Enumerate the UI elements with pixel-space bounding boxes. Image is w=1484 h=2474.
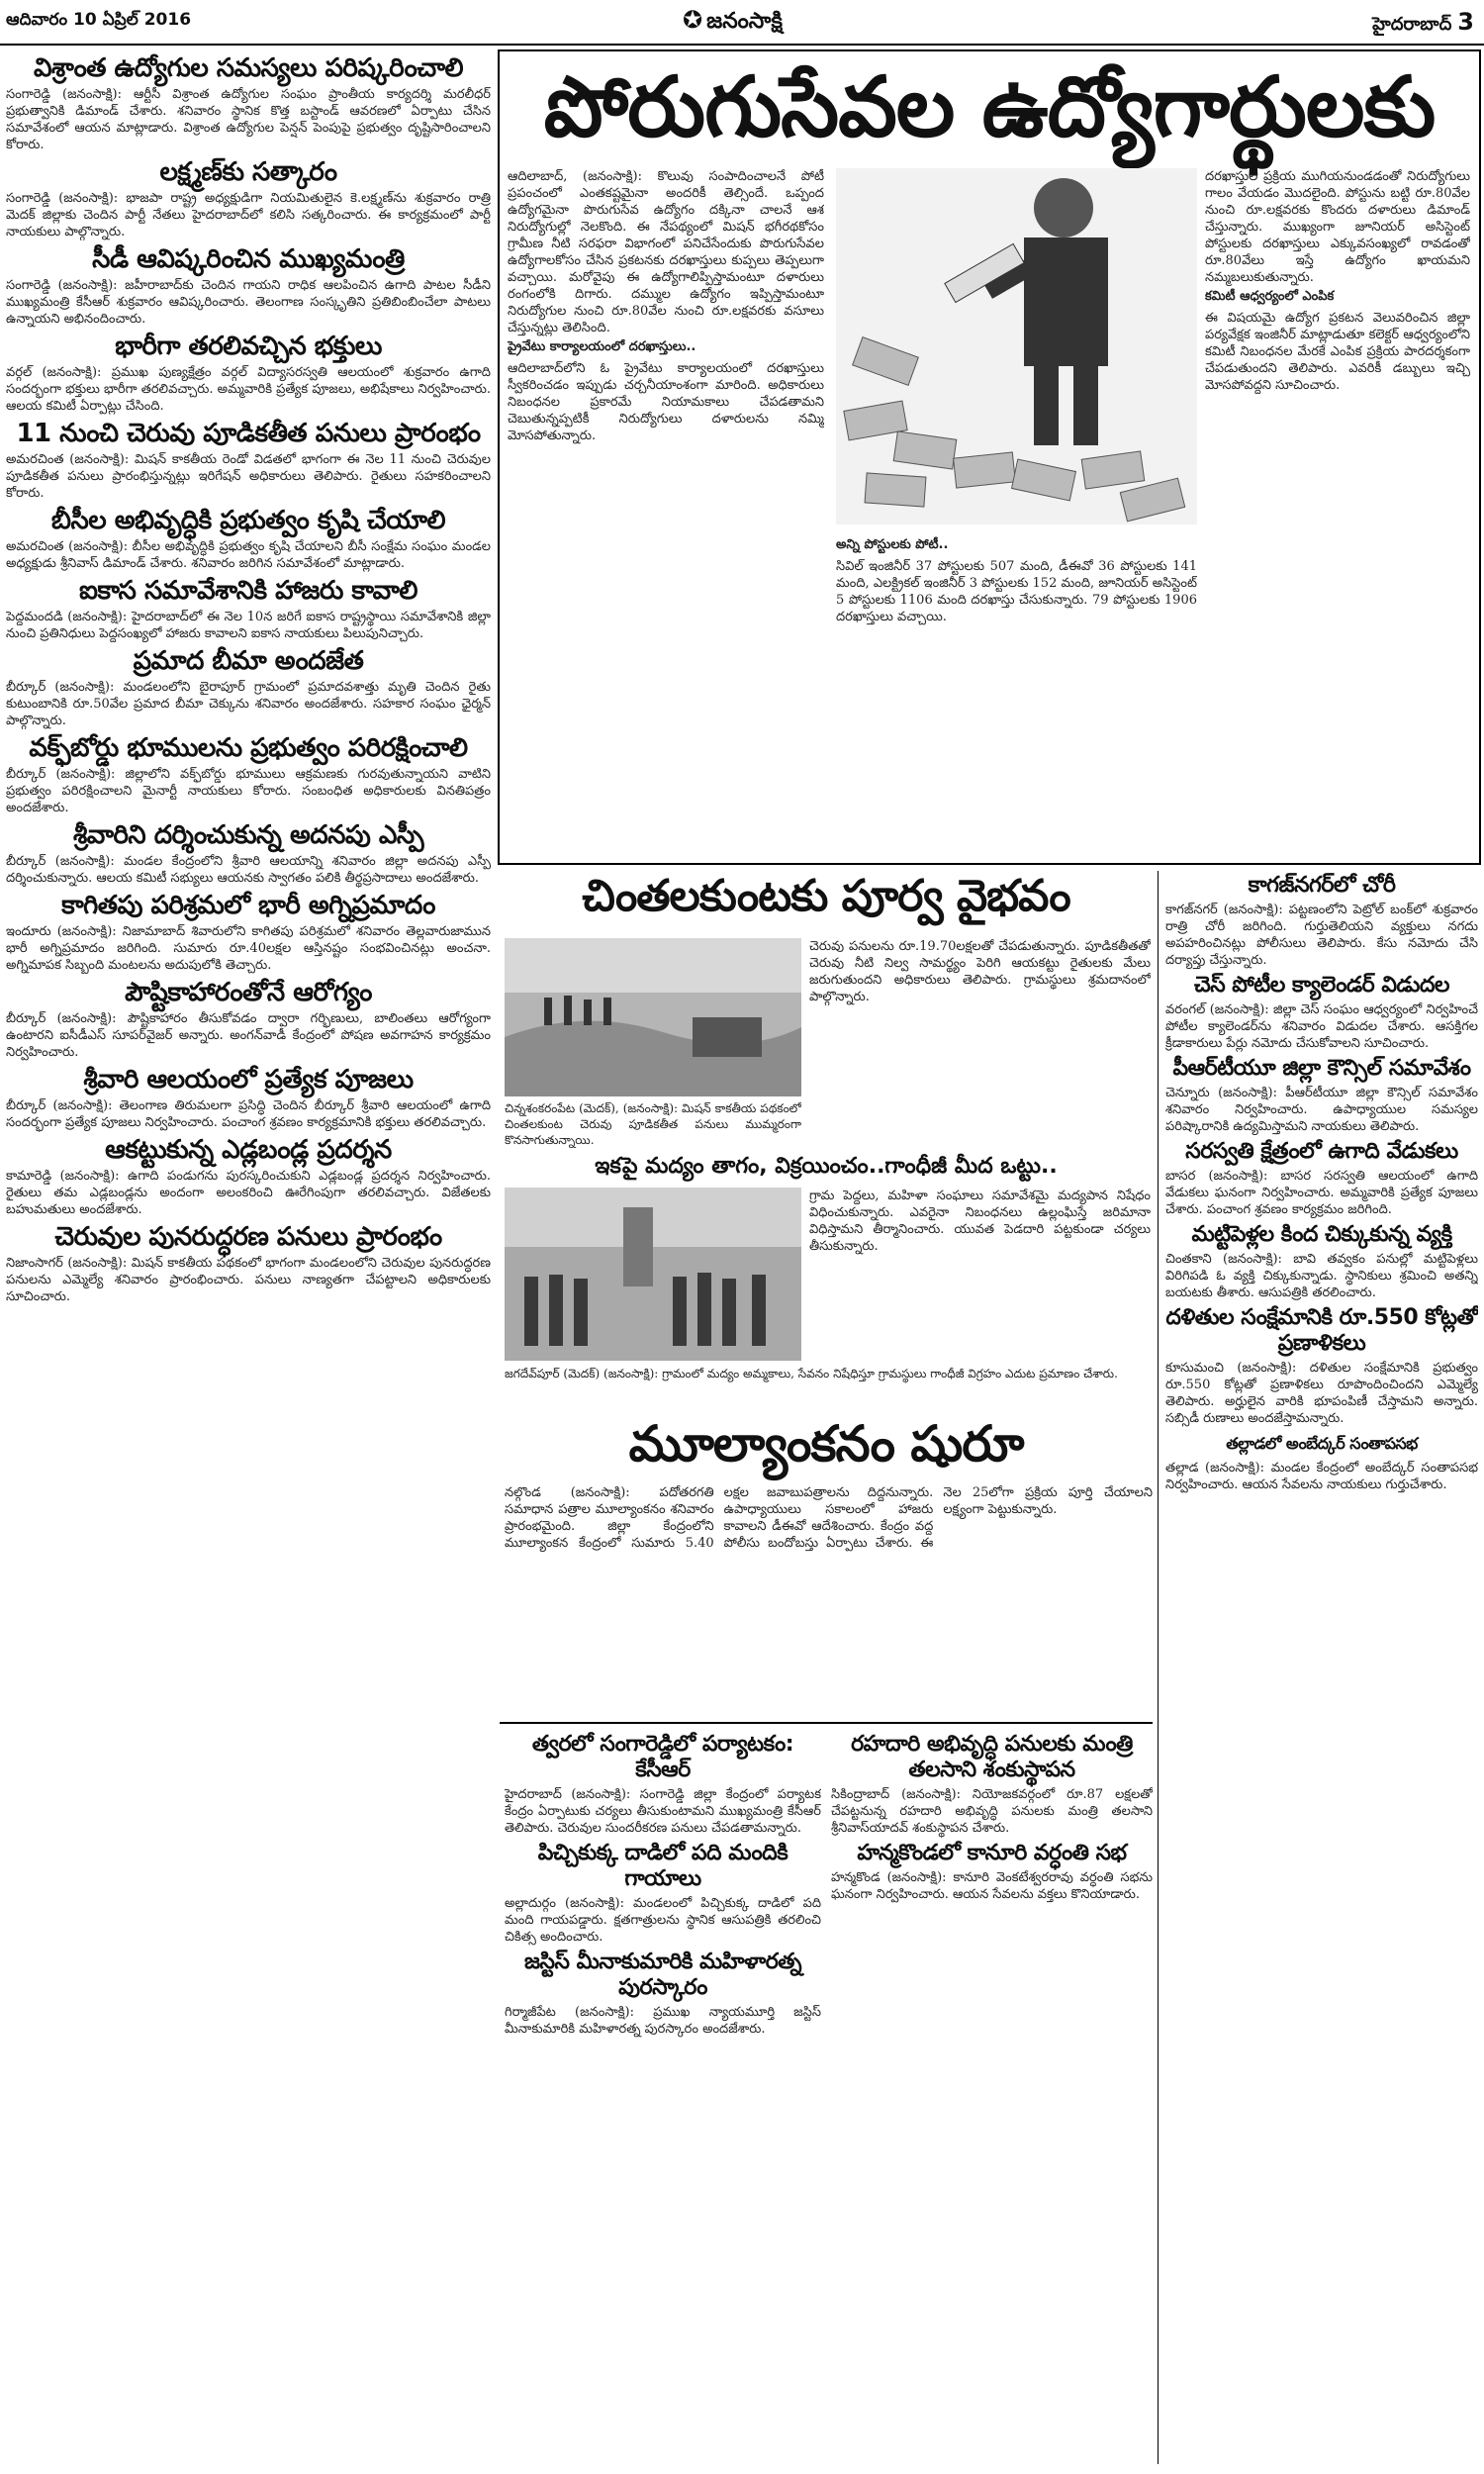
lead-col-1 (508, 168, 824, 851)
story-title: ఆకట్టుకున్న ఎడ్లబండ్ల ప్రదర్శన (105, 1135, 392, 1165)
lower-center-left (505, 1730, 821, 2466)
story (6, 506, 491, 572)
story (1165, 1222, 1478, 1301)
moolyam-body: నల్గొండ (జనంసాక్షి): పదోతరగతి సమాధాన పత్రాల మూల్యాంకనం శనివారం ప్రారంభమైంది. జిల్లా కేంద్రంలోని మూల్యాంకన కేంద్రంలో సుమారు 5.40 లక్షల జవాబుపత్రాలను దిద్దనున్నారు. ఉపాధ్యాయులు సకాలంలో హాజరు కావాలని డీఈవో ఆదేశించారు. కేంద్రం వద్ద పోలీసు బందోబస్తు ఏర్పాటు చేశారు. ఈ నెల 25లోగా ప్రక్రియ పూర్తి చేయాలని లక్ష్యంగా పెట్టుకున్నారు. (505, 1485, 1153, 1551)
lead-headline: పోరుగుసేవల ఉద్యోగార్థులకు (543, 58, 1436, 155)
story-body: బీర్కూర్‌ (జనంసాక్షి): పౌష్టికాహారం తీసుకోవడం ద్వారా గర్భిణులు, బాలింతలు ఆరోగ్యంగా ఉంటారని ఐసీడీఎస్‌ సూపర్‌వైజర్‌ అన్నారు. అంగన్‌వాడీ కేంద్రంలో పోషణ అవగాహన కార్యక్రమం నిర్వహించారు. (6, 1011, 491, 1060)
story-body: అమరచింత (జనంసాక్షి): బీసీల అభివృద్ధికి ప్రభుత్వం కృషి చేయాలని బీసీ సంక్షేమ సంఘం మండల అధ్యక్షుడు శ్రీనివాస్‌ డిమాండ్‌ చేశారు. శనివారం జరిగిన సమావేశంలో మాట్లాడారు. (6, 539, 491, 571)
story-title: పిచ్చికుక్క దాడిలో పది మందికి గాయాలు (537, 1841, 788, 1891)
lower-center-right (831, 1730, 1153, 2466)
story (505, 1950, 821, 2038)
story (6, 891, 491, 974)
lead-text: ఆదిలాబాద్‌, (జనంసాక్షి): కొలువు సంపాదించాలనే పోటీ ప్రపంచంలో ఎంతకష్టమైనా అందరికీ తెల్సిందే. ఒప్పంద ఉద్యోగమైనా పొరుగుసేవ ఉద్యోగం దక్కినా చాలనే ఆశ నిరుద్యోగుల్లో నెలకొంది. ఈ నేపథ్యంలో మిషన్‌ భగీరథకోసం గ్రామీణ నీటి సరఫరా విభాగంలో పనిచేసేందుకు పొరుగుసేవల ఉద్యోగాలకోసం చేసిన ప్రకటనకు దరఖాస్తులు కుప్పలు తెప్పలుగా వచ్చాయి. మరోవైపు ఈ ఉద్యోగాలిప్పిస్తామంటూ దళారులు రంగంలోకి దిగారు. దమ్ముల ఉద్యోగం ఇప్పిస్తామంటూ నిరుద్యోగుల నుంచి రూ.80వేల నుంచి రూ.లక్షవరకు వసూలు చేస్తున్నట్లు తెలిసింది. (508, 169, 824, 335)
story (6, 646, 491, 729)
story-body: హన్మకొండ (జనంసాక్షి): కానూరి వెంకటేశ్వరరావు వర్ధంతి సభను ఘనంగా నిర్వహించారు. ఆయన సేవలను వక్తలు కొనియాడారు. (831, 1870, 1153, 1902)
story-title: వక్ఫ్‌బోర్డు భూములను ప్రభుత్వం పరిరక్షించాలి (29, 733, 468, 763)
story-title: చెస్‌ పోటీల క్యాలెండర్‌ విడుదల (1193, 973, 1449, 998)
page-number: 3 (1457, 8, 1474, 36)
story-body: వర్గల్‌ (జనంసాక్షి): ప్రముఖ పుణ్యక్షేత్రం వర్గల్‌ విద్యాసరస్వతి ఆలయంలో శుక్రవారం ఉగాది సందర్భంగా భక్తులు భారీగా తరలివచ్చారు. అమ్మవారికి ప్రత్యేక పూజలు, అభిషేకాలు నిర్వహించారు. ఆలయ కమిటీ ఏర్పాట్లు చేసింది. (6, 365, 491, 414)
right-column (1165, 871, 1478, 2466)
story (6, 576, 491, 642)
story-title: కాగితపు పరిశ్రమలో భారీ అగ్నిప్రమాదం (61, 891, 435, 920)
story-title: సీడీ ఆవిష్కరించిన ముఖ్యమంత్రి (92, 244, 405, 274)
story (6, 820, 491, 887)
story (831, 1841, 1153, 1903)
story (6, 332, 491, 415)
story (6, 244, 491, 328)
story-body: బాసర (జనంసాక్షి): బాసర సరస్వతి ఆలయంలో ఉగాది వేడుకలు ఘనంగా నిర్వహించారు. అమ్మవారికి ప్రత్యేక పూజలు చేశారు. పంచాంగ శ్రవణం కార్యక్రమం జరిగింది. (1165, 1169, 1478, 1217)
lead-illustration (836, 168, 1197, 524)
story-title: మట్టిపెళ్లల కింద చిక్కుకున్న వ్యక్తి (1191, 1222, 1452, 1247)
chinta-photo (505, 938, 801, 1096)
story (1165, 1056, 1478, 1135)
left-column (6, 51, 491, 2466)
story-body: గిర్మాజీపేట (జనంసాక్షి): ప్రముఖ న్యాయమూర్తి జస్టిస్‌ మీనాకుమారికి మహిళారత్న పురస్కారం అందజేశారు. (505, 2005, 821, 2037)
star-icon: ✪ (683, 6, 703, 34)
story-body: తల్లాడ (జనంసాక్షి): మండల కేంద్రంలో అంబేద్కర్‌ సంతాపసభ నిర్వహించారు. ఆయన సేవలను నాయకులు గుర్తుచేశారు. (1165, 1461, 1478, 1492)
lead-col-3 (836, 534, 1197, 851)
chinta-title: చింతలకుంటకు పూర్వ వైభవం (582, 871, 1070, 921)
paper-logo (683, 6, 783, 39)
madyam-caption: జగదేవ్‌పూర్‌ (మెదక్‌) (జనంసాక్షి): గ్రామంలో మద్యం అమ్మకాలు, సేవనం నిషేధిస్తూ గ్రామస్థులు గాంధీజీ విగ్రహం ఎదుట ప్రమాణం చేశారు. (505, 1367, 1118, 1380)
story (505, 1732, 821, 1837)
story-body: సంగారెడ్డి (జనంసాక్షి): ఆర్టీసీ విశ్రాంత ఉద్యోగుల సంఘం ప్రాంతీయ కార్యదర్శి మరలీధర్‌ ప్రభుత్వానికి డిమాండ్‌ చేశారు. శనివారం స్థానిక కొత్త బస్టాండ్‌ ఆవరణలో ఏర్పాటు చేసిన సమావేశంలో ఆయన మాట్లాడారు. విశ్రాంత ఉద్యోగుల పెన్షన్‌ పెంపుపై ప్రభుత్వం దృష్టిసారించాలని కోరారు. (6, 87, 491, 152)
story-body: కూసుమంచి (జనంసాక్షి): దళితుల సంక్షేమానికి ప్రభుత్వం రూ.550 కోట్లతో ప్రణాళికలు రూపొందించిందని ఎమ్మెల్యే తెలిపారు. అర్హులైన వారికి భూపంపిణీ చేస్తామని అన్నారు. సబ్సిడీ రుణాలు అందజేస్తామన్నారు. (1165, 1361, 1478, 1426)
story (6, 419, 491, 502)
story-title: భారీగా తరలివచ్చిన భక్తులు (115, 332, 382, 361)
story-body: సికింద్రాబాద్‌ (జనంసాక్షి): నియోజకవర్గంలో రూ.87 లక్షలతో చేపట్టనున్న రహదారి అభివృద్ధి పనులకు మంత్రి తలసాని శ్రీనివాస్‌యాదవ్‌ శంకుస్థాపన చేశారు. (831, 1787, 1153, 1836)
story-title: చెరువుల పునరుద్ధరణ పనులు ప్రారంభం (54, 1222, 442, 1252)
story (6, 53, 491, 153)
bribe-cartoon-illustration (836, 168, 1197, 524)
issue-date: ఆదివారం 10 ఏప్రిల్ 2016 (6, 10, 192, 30)
story-title: కాగజ్‌నగర్‌లో చోరీ (1248, 873, 1396, 898)
madyam-title: ఇకపై మద్యం తాగం, విక్రయించం..గాంధీజీ మీద ఒట్టు.. (595, 1154, 1058, 1179)
story-title: శ్రీవారిని దర్శించుకున్న అదనపు ఎస్పీ (72, 820, 424, 850)
story-body: చెన్నూరు (జనంసాక్షి): పీఆర్‌టీయూ జిల్లా కౌన్సిల్‌ సమావేశం శనివారం నిర్వహించారు. ఉపాధ్యాయుల సమస్యల పరిష్కారానికి ఉద్యమిస్తామని నాయకులు తెలిపారు. (1165, 1086, 1478, 1134)
divider (1158, 871, 1159, 2464)
story (1165, 873, 1478, 969)
story-body: బీర్కూర్‌ (జనంసాక్షి): జిల్లాలోని వక్ఫ్‌బోర్డు భూములు ఆక్రమణకు గురవుతున్నాయని వాటిని ప్రభుత్వం పరిరక్షించాలని మైనార్టీ నాయకులు కోరారు. సంబంధిత అధికారులకు వినతిపత్రం అందజేశారు. (6, 767, 491, 815)
pledge-photo (505, 1188, 801, 1361)
story-body: పెద్దమందడి (జనంసాక్షి): హైదరాబాద్‌లో ఈ నెల 10న జరిగే ఐకాస రాష్ట్రస్థాయి సమావేశానికి జిల్లా నుంచి ప్రతినిధులు పెద్దసంఖ్యలో హాజరు కావాలని ఐకాస నాయకులు పిలుపునిచ్చారు. (6, 610, 491, 641)
story-body: అమరచింత (జనంసాక్షి): మిషన్‌ కాకతీయ రెండో విడతలో భాగంగా ఈ నెల 11 నుంచి చెరువుల పూడికతీత పనులు ప్రారంభిస్తున్నట్లు ఇరిగేషన్‌ అధికారులు తెలిపారు. రైతులు సహకరించాలని కోరారు. (6, 452, 491, 501)
story-title: తల్లాడలో అంబేద్కర్‌ సంతాపసభ (1226, 1434, 1418, 1453)
story-title: జస్టిస్‌ మీనాకుమారికి మహిళారత్న పురస్కారం (523, 1950, 802, 2000)
lead-text: దరఖాస్తుల ప్రక్రియ ముగియనుండడంతో నిరుద్యోగులు గాలం వేయడం మొదలైంది. పోస్టును బట్టి రూ.80వేల నుంచి రూ.లక్షవరకు కొందరు దళారులు డిమాండ్‌ చేస్తున్నారు. ముఖ్యంగా జూనియర్‌ అసిస్టెంట్‌ పోస్టులకు దరఖాస్తులు ఎక్కువసంఖ్యలో రావడంతో రూ.80వేలు ఇస్తే ఉద్యోగం ఖాయమని నమ్మబలుకుతున్నారు. (1205, 169, 1470, 285)
story-body: కామారెడ్డి (జనంసాక్షి): ఉగాది పండుగను పురస్కరించుకుని ఎడ్లబండ్ల ప్రదర్శన నిర్వహించారు. రైతులు తమ ఎడ్లబండ్లను అందంగా అలంకరించి ఊరేగింపుగా తరలివచ్చారు. విజేతలకు బహుమతులు అందజేశారు. (6, 1169, 491, 1217)
story-body: కాగజ్‌నగర్‌ (జనంసాక్షి): పట్టణంలోని పెట్రోల్‌ బంక్‌లో శుక్రవారం రాత్రి చోరీ జరిగింది. గుర్తుతెలియని వ్యక్తులు నగదు అపహరించినట్లు పోలీసులు తెలిపారు. కేసు నమోదు చేసి దర్యాప్తు చేస్తున్నారు. (1165, 903, 1478, 968)
story-body: బీర్కూర్‌ (జనంసాక్షి): మండలంలోని బైరాపూర్‌ గ్రామంలో ప్రమాదవశాత్తు మృతి చెందిన రైతు కుటుంబానికి రూ.50వేల ప్రమాద బీమా చెక్కును శనివారం అందజేశారు. సహకార సంఘం ఛైర్మన్‌ పాల్గొన్నారు. (6, 680, 491, 728)
story-title: సరస్వతి క్షేత్రంలో ఉగాది వేడుకలు (1185, 1139, 1458, 1164)
story-body: హైదరాబాద్‌ (జనంసాక్షి): సంగారెడ్డి జిల్లా కేంద్రంలో పర్యాటక కేంద్రం ఏర్పాటుకు చర్యలు తీసుకుంటామని ముఖ్యమంత్రి కేసీఆర్‌ తెలిపారు. చెరువుల సుందరీకరణ పనులు చేపడతామన్నారు. (505, 1787, 821, 1836)
story-title: 11 నుంచి చెరువు పూడికతీత పనులు ప్రారంభం (16, 419, 481, 448)
story (6, 1222, 491, 1305)
story (6, 978, 491, 1061)
story-body: అల్లాదుర్గం (జనంసాక్షి): మండలంలో పిచ్చికుక్క దాడిలో పది మంది గాయపడ్డారు. క్షతగాత్రులను స్థానిక ఆసుపత్రికి తరలించి చికిత్స అందించారు. (505, 1896, 821, 1945)
story-title: త్వరలో సంగారెడ్డిలో పర్యాటకం: కేసీఆర్ (531, 1732, 794, 1782)
lead-subhead: ప్రైవేటు కార్యాలయంలో దరఖాస్తులు.. (508, 339, 696, 354)
lead-subhead: అన్ని పోస్టులకు పోటీ.. (836, 537, 949, 552)
lead-text: ఆదిలాబాద్‌లోని ఓ ప్రైవేటు కార్యాలయంలో దరఖాస్తులు స్వీకరించడం ఇప్పుడు చర్చనీయాంశంగా మారింది. అధికారులు నిబంధనల ప్రకారమే నియామకాలు చేపడతామని చెబుతున్నప్పటికీ నిరుద్యోగులు దళారులను నమ్మి మోసపోతున్నారు. (508, 361, 824, 443)
chinta-caption: చిన్నశంకరంపేట (మెదక్‌), (జనంసాక్షి): మిషన్‌ కాకతీయ పథకంలో చింతలకుంట చెరువు పూడికతీత పనులు ముమ్మరంగా కొనసాగుతున్నాయి. (505, 1101, 801, 1147)
story (831, 1732, 1153, 1837)
story-title: ప్రమాద బీమా అందజేత (133, 646, 364, 676)
lead-text: సివిల్‌ ఇంజినీర్‌ 37 పోస్టులకు 507 మంది, డీఈవో 36 పోస్టులకు 141 మంది, ఎలక్ట్రికల్‌ ఇంజినీర్‌ 3 పోస్టులకు 152 మంది, జూనియర్‌ అసిస్టెంట్‌ 5 పోస్టులకు 1106 మంది దరఖాస్తు చేసుకున్నారు. 79 పోస్టులకు 1906 దరఖాస్తులు వచ్చాయి. (836, 559, 1197, 624)
story-title: హన్మకొండలో కానూరి వర్ధంతి సభ (857, 1841, 1127, 1865)
story (6, 733, 491, 816)
chinta-body: చెరువు పనులను రూ.19.70లక్షలతో చేపడుతున్నారు. పూడికతీతతో చెరువు నీటి నిల్వ సామర్థ్యం పెరిగి ఆయకట్టు రైతులకు మేలు జరుగుతుందని అధికారులు తెలిపారు. గ్రామస్థులు శ్రమదానంలో పాల్గొన్నారు. (809, 939, 1151, 1004)
story-title: లక్ష్మణ్‌కు సత్కారం (159, 157, 337, 187)
story-body: వరంగల్‌ (జనంసాక్షి): జిల్లా చెస్‌ సంఘం ఆధ్వర్యంలో నిర్వహించే పోటీల క్యాలెండర్‌ను శనివారం విడుదల చేశారు. ఆసక్తిగల క్రీడాకారులు పేర్లు నమోదు చేసుకోవాలని సూచించారు. (1165, 1002, 1478, 1051)
story-title: ఐకాస సమావేశానికి హాజరు కావాలి (79, 576, 417, 606)
story (1165, 1139, 1478, 1218)
story (505, 1841, 821, 1946)
tank-work-photo (505, 938, 801, 1096)
story (1165, 1305, 1478, 1427)
story (6, 1065, 491, 1131)
masthead (0, 0, 1484, 46)
story-title: పీఆర్‌టీయూ జిల్లా కౌన్సిల్‌ సమావేశం (1172, 1056, 1471, 1081)
story-title: దళితుల సంక్షేమానికి రూ.550 కోట్లతో ప్రణాళికలు (1165, 1305, 1478, 1356)
paper-name: జనంసాక్షి (706, 9, 783, 34)
story-body: చింతకాని (జనంసాక్షి): బావి తవ్వకం పనుల్లో మట్టిపెళ్లలు విరిగిపడి ఓ వ్యక్తి చిక్కుకున్నాడు. స్థానికులు శ్రమించి అతన్ని బయటకు తీశారు. ఆసుపత్రికి తరలించారు. (1165, 1252, 1478, 1300)
story-title: రహదారి అభివృద్ధి పనులకు మంత్రి తలసాని శంకుస్థాపన (851, 1732, 1133, 1782)
story-body: ఇందూరు (జనంసాక్షి): నిజామాబాద్‌ శివారులోని కాగితపు పరిశ్రమలో శనివారం తెల్లవారుజామున భారీ అగ్నిప్రమాదం జరిగింది. సుమారు రూ.40లక్షల ఆస్తినష్టం సంభవించినట్లు అంచనా. అగ్నిమాపక సిబ్బంది మంటలను అదుపులోకి తెచ్చారు. (6, 924, 491, 973)
lead-col-2 (1205, 168, 1470, 851)
story (1165, 973, 1478, 1052)
story-body: బీర్కూర్‌ (జనంసాక్షి): మండల కేంద్రంలోని శ్రీవారి ఆలయాన్ని శనివారం జిల్లా అదనపు ఎస్పీ దర్శించుకున్నారు. ఆలయ కమిటీ సభ్యులు ఆయనకు స్వాగతం పలికి తీర్థప్రసాదాలు అందజేశారు. (6, 854, 491, 886)
story (6, 1135, 491, 1218)
divider (500, 1722, 1153, 1724)
story (6, 157, 491, 240)
moolyam-title: మూల్యాంకనం షురూ (628, 1415, 1024, 1473)
story-body: సంగారెడ్డి (జనంసాక్షి): భాజపా రాష్ట్ర అధ్యక్షుడిగా నియమితులైన కె.లక్ష్మణ్‌ను శుక్రవారం రాత్రి మెదక్‌ జిల్లాకు చెందిన పార్టీ నేతలు హైదరాబాద్‌లో కలిసి సత్కరించారు. ఈ కార్యక్రమంలో పార్టీ నాయకులు పాల్గొన్నారు. (6, 191, 491, 239)
story-title: విశ్రాంత ఉద్యోగుల సమస్యలు పరిష్కరించాలి (33, 53, 464, 83)
madyam-body: గ్రామ పెద్దలు, మహిళా సంఘాలు సమావేశమై మద్యపాన నిషేధం విధించుకున్నారు. ఎవరైనా నిబంధనలు ఉల్లంఘిస్తే జరిమానా విధిస్తామని తీర్మానించారు. యువత పెడదారి పట్టకుండా చర్యలు తీసుకున్నారు. (809, 1189, 1151, 1254)
story-title: పౌష్టికాహారంతోనే ఆరోగ్యం (125, 978, 372, 1007)
edition-city: హైదరాబాద్ (1372, 14, 1452, 35)
edition (1372, 8, 1474, 39)
lead-text: ఈ విషయమై ఉద్యోగ ప్రకటన వెలువరించిన జిల్లా పర్యవేక్షక ఇంజినీర్‌ మాట్లాడుతూ కలెక్టర్‌ ఆధ్వర్యంలోని కమిటీ నిబంధనల మేరకే ఎంపిక ప్రక్రియ పారదర్శకంగా చేపడుతుందని తెలిపారు. ఎవరికీ డబ్బులు ఇచ్చి మోసపోవద్దని సూచించారు. (1205, 311, 1470, 393)
story-body: నిజాంసాగర్‌ (జనంసాక్షి): మిషన్‌ కాకతీయ పథకంలో భాగంగా మండలంలోని చెరువుల పునరుద్ధరణ పనులను ఎమ్మెల్యే శనివారం ప్రారంభించారు. పనులు నాణ్యతగా చేపట్టాలని అధికారులకు సూచించారు. (6, 1256, 491, 1304)
story-body: బీర్కూర్‌ (జనంసాక్షి): తెలంగాణ తిరుమలగా ప్రసిద్ధి చెందిన బీర్కూర్‌ శ్రీవారి ఆలయంలో ఉగాది సందర్భంగా ప్రత్యేక పూజలు నిర్వహించారు. పంచాంగ శ్రవణం కార్యక్రమానికి భక్తులు తరలివచ్చారు. (6, 1098, 491, 1130)
story-title: శ్రీవారి ఆలయంలో ప్రత్యేక పూజలు (83, 1065, 414, 1094)
madyam-photo (505, 1188, 801, 1361)
story (1165, 1431, 1478, 1493)
lead-subhead: కమిటీ ఆధ్వర్యంలో ఎంపిక (1205, 289, 1335, 304)
story-body: సంగారెడ్డి (జనంసాక్షి): జహీరాబాద్‌కు చెందిన గాయని రాధిక ఆలపించిన ఉగాది పాటల సీడీని ముఖ్యమంత్రి కేసీఆర్‌ శుక్రవారం ఆవిష్కరించారు. తెలంగాణ సంస్కృతిని ప్రతిబింబించేలా పాటలు ఉన్నాయని అభినందించారు. (6, 278, 491, 327)
story-title: బీసీల అభివృద్ధికి ప్రభుత్వం కృషి చేయాలి (50, 506, 446, 535)
